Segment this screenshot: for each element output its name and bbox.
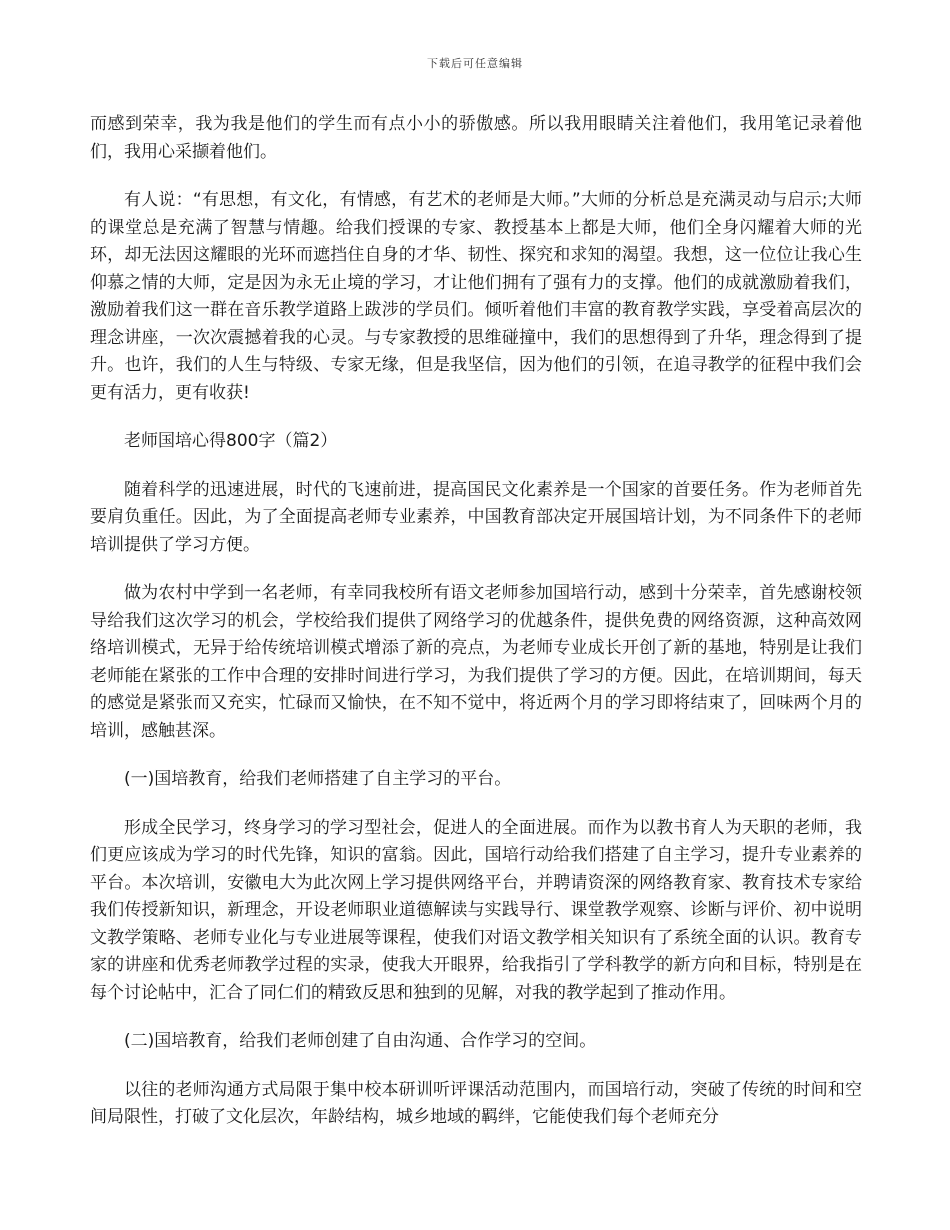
- section-heading: 老师国培心得800字（篇2）: [124, 431, 338, 451]
- paragraph-1: 而感到荣幸，我为我是他们的学生而有点小小的骄傲感。所以我用眼睛关注着他们，我用笔记录着他们，我用心采撷着他们。: [90, 114, 862, 162]
- document-body: [90, 111, 862, 1153]
- download-note: 下载后可任意编辑: [427, 57, 523, 70]
- subheading-1: (一)国培教育，给我们老师搭建了自主学习的平台。: [124, 769, 512, 789]
- paragraph-3: 随着科学的迅速进展，时代的飞速前进，提高国民文化素养是一个国家的首要任务。作为老师首先要肩负重任。因此，为了全面提高老师专业素养，中国教育部决定开展国培计划，为不同条件下的老师培训提供了学习方便。: [90, 479, 862, 555]
- paragraph-5: 形成全民学习，终身学习的学习型社会，促进人的全面进展。而作为以教书育人为天职的老师，我们更应该成为学习的时代先锋，知识的富翁。因此，国培行动给我们搭建了自主学习，提升专业素养的平台。本次培训，安徽电大为此次网上学习提供网络平台，并聘请资深的网络教育家、教育技术专家给我们传授新知识，新理念，开设老师职业道德解读与实践导行、课堂教学观察、诊断与评价、初中说明文教学策略、老师专业化与专业进展等课程，使我们对语文教学相关知识有了系统全面的认识。教育专家的讲座和优秀老师教学过程的实录，使我大开眼界，给我指引了学科教学的新方向和目标，特别是在每个讨论帖中，汇合了同仁们的精致反思和独到的见解，对我的教学起到了推动作用。: [90, 817, 862, 1003]
- subheading-2: (二)国培教育，给我们老师创建了自由沟通、合作学习的空间。: [124, 1031, 597, 1051]
- paragraph-4: 做为农村中学到一名老师，有幸同我校所有语文老师参加国培行动，感到十分荣幸，首先感谢校领导给我们这次学习的机会，学校给我们提供了网络学习的优越条件，提供免费的网络资源，这种高效网络培训模式，无异于给传统培训模式增添了新的亮点，为老师专业成长开创了新的基地，特别是让我们老师能在紧张的工作中合理的安排时间进行学习，为我们提供了学习的方便。因此，在培训期间，每天的感觉是紧张而又充实，忙碌而又愉快，在不知不觉中，将近两个月的学习即将结束了，回味两个月的培训，感触甚深。: [90, 583, 862, 741]
- paragraph-2: 有人说：“有思想，有文化，有情感，有艺术的老师是大师。”大师的分析总是充满灵动与启示;大师的课堂总是充满了智慧与情趣。给我们授课的专家、教授基本上都是大师，他们全身闪耀着大师的光环，却无法因这耀眼的光环而遮挡住自身的才华、韧性、探究和求知的渴望。我想，这一位位让我心生仰慕之情的大师，定是因为永无止境的学习，才让他们拥有了强有力的支撑。他们的成就激励着我们，激励着我们这一群在音乐教学道路上跋涉的学员们。倾听着他们丰富的教育教学实践，享受着高层次的理念讲座，一次次震撼着我的心灵。与专家教授的思维碰撞中，我们的思想得到了升华，理念得到了提升。也许，我们的人生与特级、专家无缘，但是我坚信，因为他们的引领，在追寻教学的征程中我们会更有活力，更有收获!: [90, 190, 862, 403]
- paragraph-6: 以往的老师沟通方式局限于集中校本研训听评课活动范围内，而国培行动，突破了传统的时间和空间局限性，打破了文化层次，年龄结构，城乡地域的羁绊，它能使我们每个老师充分: [90, 1079, 862, 1127]
